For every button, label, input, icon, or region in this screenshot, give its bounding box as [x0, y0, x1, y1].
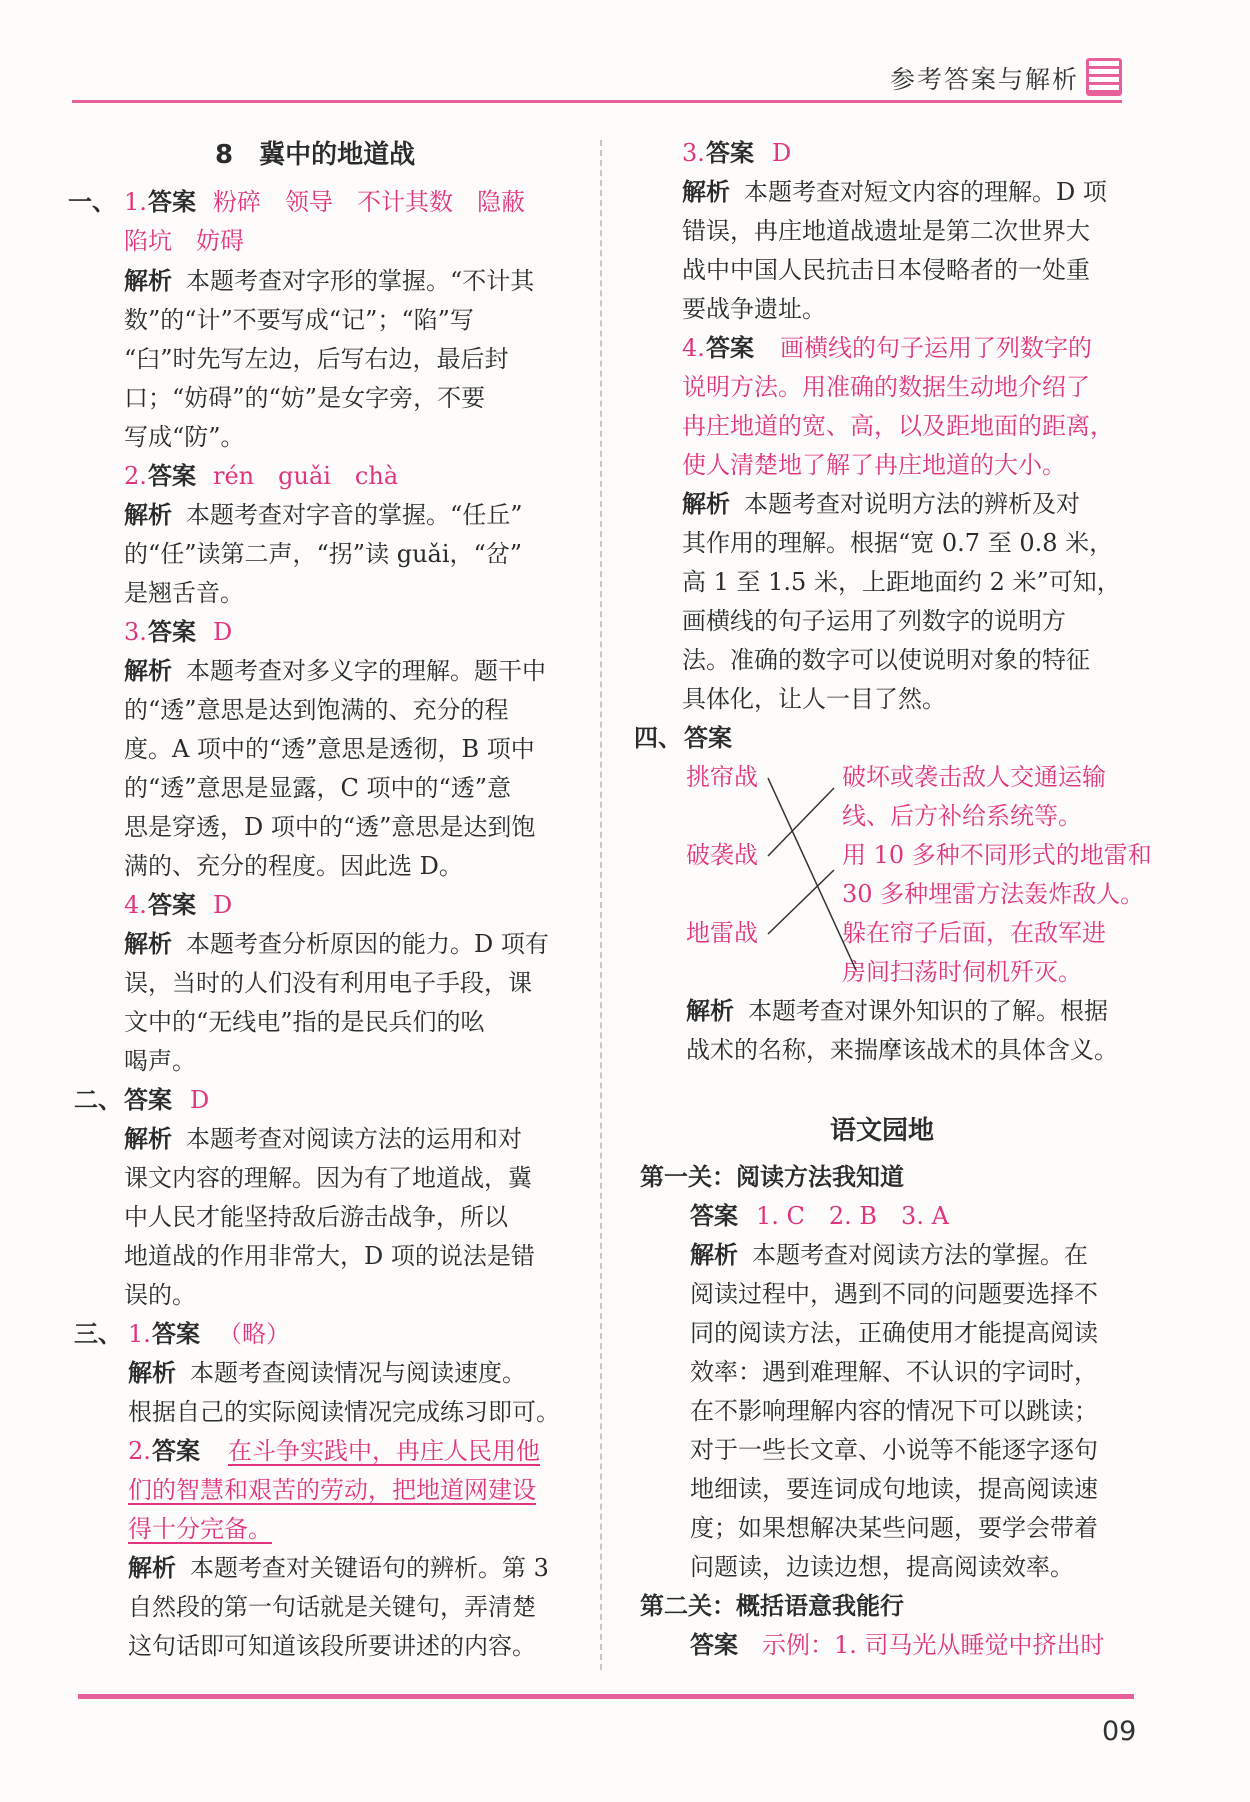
match-left-item: 挑帘战	[686, 763, 758, 791]
analysis-label: 解析	[682, 490, 730, 518]
analysis-line: 要战争遗址。	[682, 295, 826, 323]
match-right-item: 躲在帘子后面，在敌军进	[842, 919, 1106, 947]
analysis-line: 高 1 至 1.5 米，上距地面约 2 米”可知，	[682, 568, 1121, 596]
match-right-item: 破坏或袭击敌人交通运输	[842, 763, 1106, 791]
analysis-line: 的“任”读第二声，“拐”读 guǎi，“岔”	[124, 540, 523, 568]
q1-sub1-number: 1.	[124, 188, 147, 216]
match-left-item: 地雷战	[686, 919, 758, 947]
answer-text: 得十分完备。	[128, 1515, 272, 1543]
match-right-item: 30 多种埋雷方法轰炸敌人。	[842, 880, 1145, 908]
answer-text: （略）	[218, 1320, 290, 1348]
analysis-line: 画横线的句子运用了列数字的说明方	[682, 607, 1066, 635]
analysis-label: 解析	[686, 997, 734, 1025]
answer-label: 答案	[124, 1086, 172, 1114]
analysis-line: 战中中国人民抗击日本侵略者的一处重	[682, 256, 1090, 284]
analysis-label: 解析	[124, 930, 172, 958]
analysis-line: 法。准确的数字可以使说明对象的特征	[682, 646, 1090, 674]
analysis-label: 解析	[124, 501, 172, 529]
answer-text: D	[772, 139, 792, 167]
answer-text: 在斗争实践中，冉庄人民用他	[228, 1437, 540, 1465]
answer-text: D	[190, 1086, 210, 1114]
analysis-label: 解析	[690, 1241, 738, 1269]
analysis-line: 本题考查分析原因的能力。D 项有	[186, 930, 549, 958]
analysis-line: 本题考查对字音的掌握。“任丘”	[186, 501, 523, 529]
answer-label: 答案	[690, 1631, 738, 1659]
analysis-line: 地细读，要连词成句地读，提高阅读速	[690, 1475, 1098, 1503]
analysis-line: 效率：遇到难理解、不认识的字词时，	[690, 1358, 1098, 1386]
answer-text: 们的智慧和艰苦的劳动，把地道网建设	[128, 1476, 536, 1504]
q1-sub4-number: 4.	[124, 891, 147, 919]
analysis-line: 喝声。	[124, 1047, 196, 1075]
answer-label: 答案	[148, 618, 196, 646]
match-right-item: 房间扫荡时伺机歼灭。	[842, 958, 1082, 986]
analysis-line: 具体化，让人一目了然。	[682, 685, 946, 713]
answer-text: 使人清楚地了解了冉庄地道的大小。	[682, 451, 1066, 479]
analysis-line: 本题考查阅读情况与阅读速度。	[190, 1359, 526, 1387]
analysis-line: 口；“妨碍”的“妨”是女字旁，不要	[124, 384, 486, 412]
analysis-line: 阅读过程中，遇到不同的问题要选择不	[690, 1280, 1098, 1308]
analysis-line: 中人民才能坚持敌后游击战争，所以	[124, 1203, 508, 1231]
analysis-line: “臼”时先写左边，后写右边，最后封	[124, 345, 509, 373]
q1-number: 一、	[68, 188, 116, 216]
q3-sub1-number: 1.	[128, 1320, 151, 1348]
section-title: 8 冀中的地道战	[215, 140, 416, 170]
analysis-line: 根据自己的实际阅读情况完成练习即可。	[128, 1398, 560, 1426]
analysis-line: 本题考查对多义字的理解。题干中	[186, 657, 546, 685]
analysis-line: 思是穿透，D 项中的“透”意思是达到饱	[124, 813, 536, 841]
answer-pinyin: rén guǎi chà	[213, 462, 399, 490]
subsection-title: 语文园地	[830, 1116, 935, 1146]
footer-rule	[78, 1694, 1134, 1699]
analysis-line: 误的。	[124, 1281, 196, 1309]
q1-sub2-number: 2.	[124, 462, 147, 490]
analysis-line: 误，当时的人们没有利用电子手段，课	[124, 969, 532, 997]
analysis-line: 在不影响理解内容的情况下可以跳读；	[690, 1397, 1098, 1425]
answer-text: D	[213, 618, 233, 646]
match-left-item: 破袭战	[686, 841, 758, 869]
analysis-line: 其作用的理解。根据“宽 0.7 至 0.8 米，	[682, 529, 1114, 557]
analysis-line: 对于一些长文章、小说等不能逐字逐句	[690, 1436, 1098, 1464]
q4-section-number: 四、	[634, 724, 682, 752]
answer-text: 画横线的句子运用了列数字的	[780, 334, 1092, 362]
q1-sub3-number: 3.	[124, 618, 147, 646]
answer-text: D	[213, 891, 233, 919]
answer-label: 答案	[148, 891, 196, 919]
match-right-item: 用 10 多种不同形式的地雷和	[842, 841, 1152, 869]
analysis-line: 文中的“无线电”指的是民兵们的吆	[124, 1008, 485, 1036]
analysis-line: 度。A 项中的“透”意思是透彻，B 项中	[124, 735, 535, 763]
analysis-line: 本题考查对短文内容的理解。D 项	[744, 178, 1107, 206]
answer-label: 答案	[148, 462, 196, 490]
answer-text: 说明方法。用准确的数据生动地介绍了	[682, 373, 1090, 401]
r-q4-number: 4.	[682, 334, 705, 362]
answer-text: 示例：1. 司马光从睡觉中挤出时	[762, 1631, 1105, 1659]
answer-label: 答案	[706, 334, 754, 362]
level-title: 第一关：阅读方法我知道	[640, 1163, 904, 1191]
analysis-line: 战术的名称，来揣摩该战术的具体含义。	[686, 1036, 1118, 1064]
analysis-label: 解析	[682, 178, 730, 206]
answer-label: 答案	[148, 188, 196, 216]
analysis-line: 这句话即可知道该段所要讲述的内容。	[128, 1632, 536, 1660]
analysis-line: 是翘舌音。	[124, 579, 244, 607]
analysis-label: 解析	[128, 1554, 176, 1582]
answer-text: 陷坑 妨碍	[124, 227, 244, 255]
q3-number: 三、	[74, 1320, 122, 1348]
analysis-label: 解析	[124, 1125, 172, 1153]
analysis-line: 写成“防”。	[124, 423, 245, 451]
answer-label: 答案	[690, 1202, 738, 1230]
analysis-line: 的“透”意思是达到饱满的、充分的程	[124, 696, 509, 724]
r-q3-number: 3.	[682, 139, 705, 167]
analysis-line: 本题考查对阅读方法的运用和对	[186, 1125, 522, 1153]
analysis-label: 解析	[124, 657, 172, 685]
analysis-line: 课文内容的理解。因为有了地道战，冀	[124, 1164, 532, 1192]
analysis-line: 的“透”意思是显露，C 项中的“透”意	[124, 774, 512, 802]
analysis-label: 解析	[124, 267, 172, 295]
analysis-line: 本题考查对阅读方法的掌握。在	[752, 1241, 1088, 1269]
level-title: 第二关：概括语意我能行	[640, 1592, 904, 1620]
analysis-line: 度；如果想解决某些问题，要学会带着	[690, 1514, 1098, 1542]
analysis-line: 满的、充分的程度。因此选 D。	[124, 852, 463, 880]
q3-sub2-number: 2.	[128, 1437, 151, 1465]
answer-label: 答案	[152, 1437, 200, 1465]
analysis-label: 解析	[128, 1359, 176, 1387]
analysis-line: 自然段的第一句话就是关键句，弄清楚	[128, 1593, 536, 1621]
header-title: 参考答案与解析	[890, 65, 1080, 94]
analysis-line: 同的阅读方法，正确使用才能提高阅读	[690, 1319, 1098, 1347]
answer-label: 答案	[684, 724, 732, 752]
answer-label: 答案	[706, 139, 754, 167]
page-number: 09	[1102, 1716, 1137, 1747]
answer-text: 冉庄地道的宽、高，以及距地面的距离，	[682, 412, 1114, 440]
analysis-line: 本题考查对说明方法的辨析及对	[744, 490, 1080, 518]
answer-text: 粉碎 领导 不计其数 隐蔽	[213, 188, 525, 216]
analysis-line: 错误，冉庄地道战遗址是第二次世界大	[682, 217, 1090, 245]
analysis-line: 数”的“计”不要写成“记”；“陷”写	[124, 306, 474, 334]
analysis-line: 本题考查对课外知识的了解。根据	[748, 997, 1108, 1025]
match-right-item: 线、后方补给系统等。	[842, 802, 1082, 830]
analysis-line: 本题考查对字形的掌握。“不计其	[186, 267, 535, 295]
analysis-line: 本题考查对关键语句的辨析。第 3	[190, 1554, 549, 1582]
analysis-line: 地道战的作用非常大，D 项的说法是错	[124, 1242, 535, 1270]
answer-label: 答案	[152, 1320, 200, 1348]
q2-number: 二、	[74, 1086, 122, 1114]
analysis-line: 问题读，边读边想，提高阅读效率。	[690, 1553, 1074, 1581]
answer-text: 1. C 2. B 3. A	[756, 1202, 949, 1230]
